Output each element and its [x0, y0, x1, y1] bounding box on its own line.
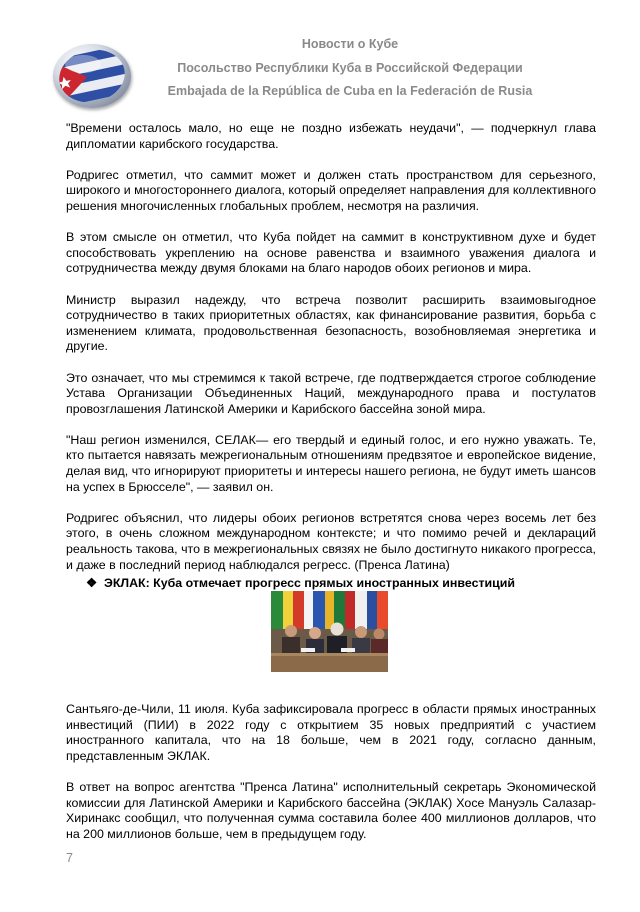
header-embassy-es: Embajada de la República de Cuba en la Federación de Rusia [167, 84, 533, 98]
article-headline [86, 575, 586, 590]
page-header [0, 0, 640, 110]
diamond-bullet-icon: ❖ [86, 576, 98, 590]
flag-icon [53, 44, 131, 108]
article-2-body [66, 702, 596, 842]
cuban-flag-logo [53, 44, 131, 108]
paragraph: Сантьяго-де-Чили, 11 июля. Куба зафиксировала прогресс в области прямых иностранных инвестиций (ПИИ) в 2022 году с открытием 35 новых предприятий с участием иностранного капитала, что на 18 больше, чем в 2021 году, согласно данным, представленным ЭКЛАК. [66, 702, 596, 763]
paragraph: Родригес объяснил, что лидеры обоих регионов встретятся снова через восемь лет без этого, в очень сложном международном контексте; и что помимо речей и деклараций реальность такова, что в межрегиональных связях не было достигнуто никакого прогресса, и даже в последний период наблюдался регресс. (Пренса Латина) [66, 510, 596, 572]
paragraph: Родригес отметил, что саммит может и должен стать пространством для серьезного, широкого и многостороннего диалога, который определяет направления для коллективного решения многочисленных глобальных проблем, несмотря на различия. [66, 167, 596, 213]
paragraph: В ответ на вопрос агентства "Пренса Латина" исполнительный секретарь Экономической комиссии для Латинской Америки и Карибского бассейна (ЭКЛАК) Хосе Мануэль Салазар-Хиринакс сообщил, что полученная сумма составила более 400 миллионов долларов, что на 200 миллионов больше, чем в предыдущем году. [66, 779, 596, 841]
article-body [66, 121, 596, 573]
paragraph: Министр выразил надежду, что встреча позволит расширить взаимовыгодное сотрудничество в таких приоритетных областях, как финансирование развития, борьба с изменением климата, продовольственная безопасность, возобновляемая энергетика и другие. [66, 292, 596, 354]
headline-text: ЭКЛАК: Куба отмечает прогресс прямых иностранных инвестиций [104, 576, 516, 590]
header-title: Новости о Кубе [301, 37, 399, 51]
page-number: 7 [66, 851, 73, 865]
paragraph: В этом смысле он отметил, что Куба пойдет на саммит в конструктивном духе и будет способствовать укреплению на основе равенства и взаимного уважения диалога и сотрудничества между двумя блоками на благо народов обоих регионов и мира. [66, 230, 596, 276]
paragraph: "Времени осталось мало, но еще не поздно избежать неудачи", — подчеркнул глава дипломатии карибского государства. [66, 121, 596, 151]
paragraph: "Наш регион изменился, СЕЛАК— его твердый и единый голос, и его нужно уважать. Те, кто пытается навязать межрегиональным отношениям предвзятое и европейское видение, делая вид, что игнорируют приоритеты и интересы нашего региона, не будут иметь шансов на успех в Брюсселе", — заявил он. [66, 432, 596, 494]
paragraph: Это означает, что мы стремимся к такой встрече, где подтверждается строгое соблюдение Устава Организации Объединенных Наций, международного права и постулатов провозглашения Латинской Америки и Карибского бассейна зоной мира. [66, 370, 596, 416]
conference-photo [271, 591, 388, 672]
header-embassy-ru: Посольство Республики Куба в Российской Федерации [177, 61, 523, 75]
